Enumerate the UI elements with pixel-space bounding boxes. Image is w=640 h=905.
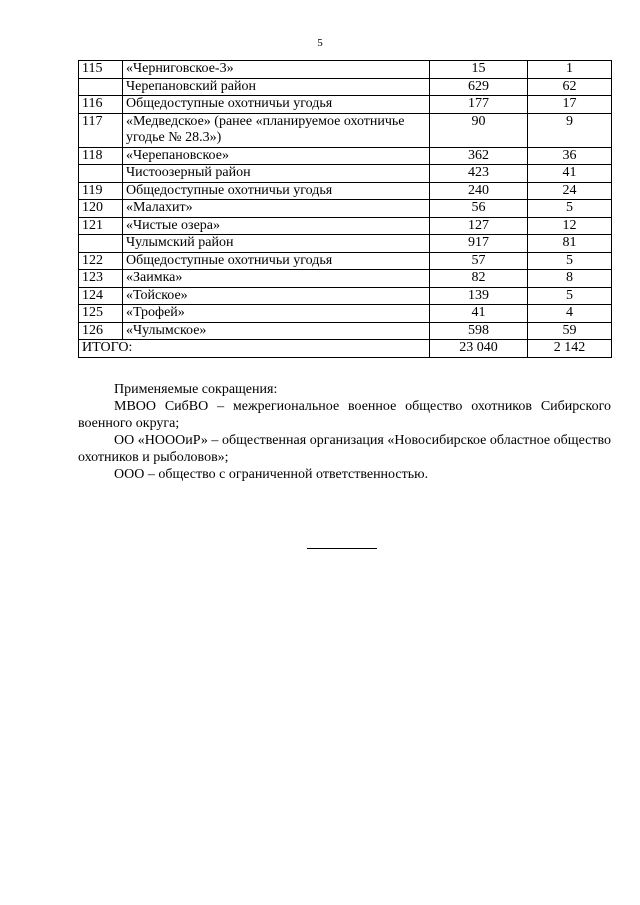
row-number: 119 <box>79 182 123 200</box>
table-total-row <box>79 340 612 358</box>
notes-heading: Применяемые сокращения: <box>114 382 278 397</box>
row-value-count: 12 <box>528 217 612 235</box>
table-row <box>79 305 612 323</box>
row-value-count: 5 <box>528 200 612 218</box>
note-ooo: ООО – общество с ограниченной ответственностью. <box>114 467 429 482</box>
row-value-count: 5 <box>528 252 612 270</box>
row-name: «Тойское» <box>123 287 430 305</box>
row-name: «Заимка» <box>123 270 430 288</box>
row-number: 124 <box>79 287 123 305</box>
row-value-area: 57 <box>430 252 528 270</box>
row-number: 115 <box>79 61 123 79</box>
row-name: «Малахит» <box>123 200 430 218</box>
row-name: Чистоозерный район <box>123 165 430 183</box>
row-name: «Черепановское» <box>123 147 430 165</box>
row-number: 125 <box>79 305 123 323</box>
table-row <box>79 235 612 253</box>
table-row <box>79 147 612 165</box>
row-number: 118 <box>79 147 123 165</box>
row-value-area: 362 <box>430 147 528 165</box>
row-number: 123 <box>79 270 123 288</box>
row-number <box>79 78 123 96</box>
row-value-area: 41 <box>430 305 528 323</box>
row-number: 117 <box>79 113 123 147</box>
row-value-area: 917 <box>430 235 528 253</box>
row-value-area: 56 <box>430 200 528 218</box>
row-value-area: 139 <box>430 287 528 305</box>
row-value-count: 5 <box>528 287 612 305</box>
row-name: «Трофей» <box>123 305 430 323</box>
row-name: Чулымский район <box>123 235 430 253</box>
row-name: «Черниговское-3» <box>123 61 430 79</box>
row-name: Общедоступные охотничьи угодья <box>123 252 430 270</box>
row-name: Черепановский район <box>123 78 430 96</box>
row-value-area: 423 <box>430 165 528 183</box>
table-row <box>79 78 612 96</box>
row-value-count: 36 <box>528 147 612 165</box>
total-value-count: 2 142 <box>528 340 612 358</box>
row-value-count: 62 <box>528 78 612 96</box>
row-value-area: 598 <box>430 322 528 340</box>
row-value-count: 8 <box>528 270 612 288</box>
row-value-count: 9 <box>528 113 612 147</box>
row-value-count: 59 <box>528 322 612 340</box>
row-number: 120 <box>79 200 123 218</box>
row-number <box>79 235 123 253</box>
row-value-count: 81 <box>528 235 612 253</box>
row-value-area: 177 <box>430 96 528 114</box>
total-value-area: 23 040 <box>430 340 528 358</box>
end-rule <box>307 548 377 549</box>
table-row <box>79 200 612 218</box>
row-name: «Чулымское» <box>123 322 430 340</box>
table-body <box>79 61 612 358</box>
table-row <box>79 287 612 305</box>
table-row <box>79 217 612 235</box>
row-number: 116 <box>79 96 123 114</box>
table-row <box>79 96 612 114</box>
table-row <box>79 270 612 288</box>
row-value-area: 90 <box>430 113 528 147</box>
row-value-area: 629 <box>430 78 528 96</box>
table-row <box>79 165 612 183</box>
page-number: 5 <box>317 37 323 49</box>
hunting-grounds-table <box>78 60 612 358</box>
row-value-area: 82 <box>430 270 528 288</box>
row-name: «Чистые озера» <box>123 217 430 235</box>
row-value-count: 41 <box>528 165 612 183</box>
row-number: 126 <box>79 322 123 340</box>
row-number <box>79 165 123 183</box>
row-value-count: 4 <box>528 305 612 323</box>
row-name: «Медведское» (ранее «планируемое охотничье угодье № 28.3») <box>123 113 430 147</box>
note-mvoo: МВОО СибВО – межрегиональное военное общество охотников Сибирского военного округа; <box>78 399 611 431</box>
table-row <box>79 182 612 200</box>
row-value-area: 240 <box>430 182 528 200</box>
row-name: Общедоступные охотничьи угодья <box>123 182 430 200</box>
total-label: ИТОГО: <box>79 340 430 358</box>
table-row <box>79 252 612 270</box>
row-value-count: 24 <box>528 182 612 200</box>
table-row <box>79 322 612 340</box>
row-value-count: 17 <box>528 96 612 114</box>
row-number: 122 <box>79 252 123 270</box>
note-oo: ОО «НОООиР» – общественная организация «Новосибирское областное общество охотников и рыболовов»; <box>78 433 611 465</box>
row-name: Общедоступные охотничьи угодья <box>123 96 430 114</box>
row-value-area: 15 <box>430 61 528 79</box>
row-number: 121 <box>79 217 123 235</box>
row-value-count: 1 <box>528 61 612 79</box>
table-row <box>79 113 612 147</box>
table-row <box>79 61 612 79</box>
row-value-area: 127 <box>430 217 528 235</box>
abbreviations-notes <box>78 381 611 483</box>
